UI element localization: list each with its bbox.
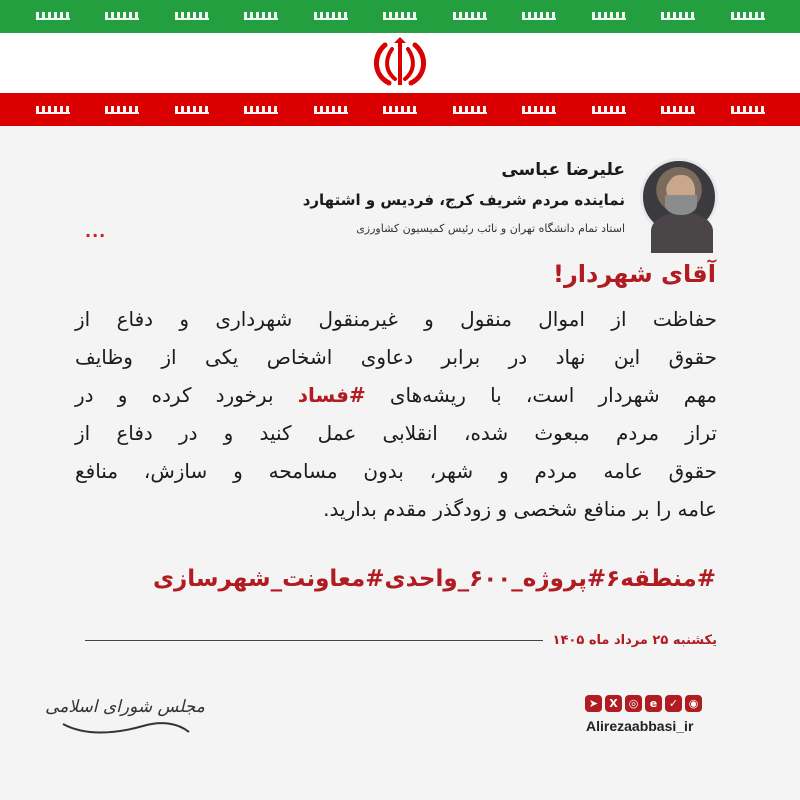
post-line: حقوق عامه مردم و شهر، بدون مسامحه و سازش، منافع xyxy=(75,459,717,483)
takbir-pattern-top xyxy=(0,10,800,22)
avatar xyxy=(640,158,718,236)
profile-name: علیرضا عباسی xyxy=(501,160,625,180)
instagram-icon[interactable]: ◎ xyxy=(625,695,642,712)
post-line xyxy=(75,376,717,414)
parliament-logo-text: مجلس شورای اسلامی xyxy=(45,697,205,717)
post-line: حقوق این نهاد در برابر دعاوی اشخاص یکی از وظایف xyxy=(75,345,717,369)
post-line: تراز مردم مبعوث شده، انقلابی عمل کنید و در دفاع از xyxy=(75,421,717,445)
parliament-logo xyxy=(45,684,205,740)
social-handle[interactable]: Alirezaabbasi_ir xyxy=(586,718,694,734)
post-date: یکشنبه ۲۵ مرداد ماه ۱۴۰۵ xyxy=(552,632,717,648)
bale-icon[interactable]: ✓ xyxy=(665,695,682,712)
divider xyxy=(85,640,543,641)
social-icons xyxy=(585,695,702,712)
post-body xyxy=(75,300,717,528)
telegram-icon[interactable]: ➤ xyxy=(585,695,602,712)
eitaa-icon[interactable]: e xyxy=(645,695,662,712)
x-icon[interactable]: X xyxy=(605,695,622,712)
post-line: عامه را بر منافع شخصی و زودگذر مقدم بدارید. xyxy=(323,497,717,521)
post-line-part: مهم شهردار است، با ریشه‌های xyxy=(389,383,718,407)
takbir-pattern-bottom xyxy=(0,104,800,116)
post-heading: آقای شهردار! xyxy=(553,260,716,288)
post-line-part: برخورد کرده و در xyxy=(75,383,274,407)
post-hashtags[interactable]: #منطقه۶#پروژه_۶۰۰_واحدی#معاونت_شهرسازی xyxy=(152,566,716,592)
date-row xyxy=(85,630,717,650)
rubika-icon[interactable]: ◉ xyxy=(685,695,702,712)
iran-emblem-icon xyxy=(371,37,429,89)
profile-role: نماینده مردم شریف کرج، فردیس و اشتهارد xyxy=(302,191,625,209)
hashtag-corruption[interactable]: #فساد xyxy=(297,383,366,407)
more-options-icon[interactable]: ... xyxy=(85,222,107,241)
profile-subtitle: استاد تمام دانشگاه تهران و نائب رئیس کمیسیون کشاورزی xyxy=(356,222,625,235)
post-line: حفاظت از اموال منقول و غیرمنقول شهرداری و دفاع از xyxy=(75,307,717,331)
